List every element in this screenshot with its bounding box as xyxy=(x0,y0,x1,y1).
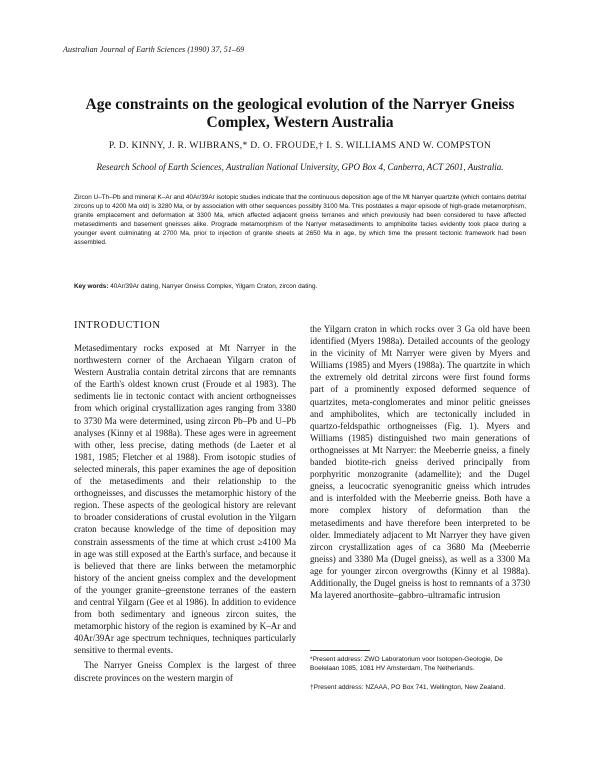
right-column xyxy=(310,323,530,641)
author-list: P. D. KINNY, J. R. WIJBRANS,* D. O. FROUDE,† I. S. WILLIAMS AND W. COMPSTON xyxy=(108,140,492,151)
keywords xyxy=(74,282,526,291)
abstract: Zircon U–Th–Pb and mineral K–Ar and 40Ar/39Ar isotopic studies indicate that the continuous deposition age of the Mt Narryer quartzite (which contains detrital zircons up to 4200 Ma old) is 3280 Ma, or by association with other sequences possibly 3100 Ma. This postdates a major episode of high-grade metamorphism, granite emplacement and deformation at 3300 Ma, which affected adjacent gneiss terranes and which previously had been considered to have affected metasediments and basement gneisses alike. Prograde metamorphism of the Narryer metasediments to amphibolite facies evidently took place during a younger event culminating at 2700 Ma, prior to injection of granite sheets at 2650 Ma in age, by which time the present tectonic framework had been assembled. xyxy=(74,194,526,246)
article-title-line-1: Age constraints on the geological evolution of the Narryer Gneiss xyxy=(85,96,515,113)
article-title-line-2: Complex, Western Australia xyxy=(206,114,394,131)
keywords-text: 40Ar/39Ar dating, Narryer Gneiss Complex, Yilgarn Craton, zircon dating. xyxy=(110,283,318,290)
intro-paragraph-2-continued: the Yilgarn craton in which rocks over 3 Ga old have been identified (Myers 1988a). Detailed accounts of the geology in the vicinity of Mt Narryer were given by Myers and Williams (1985) and Myers (1988a). The quartzite in which the extremely old detrital zircons were first found forms part of a prominently exposed deformed sequence of quartzites, meta-conglomerates and minor pelitic gneisses and amphibolites, which are tectonically included in quartzo-feldspathic orthogneisses (Fig. 1). Myers and Williams (1985) distinguished two main generations of orthogneisses at Mt Narryer: the Meeberrie gneiss, a finely banded biotite-rich gneiss derived principally from porphyritic monzogranite (adamellite); and the Dugel gneiss, a leucocratic syenogranitic gneiss which intrudes and is interfolded with the Meeberrie gneiss. Both have a more complex history of deformation than the metasediments and have therefore been interpreted to be older. Immediately adjacent to Mt Narryer they have given zircon crystallization ages of ca 3680 Ma (Meeberrie gneiss) and 3380 Ma (Dugel gneiss), as well as a 3300 Ma age for younger zircon overgrowths (Kinny et al 1988a). Additionally, the Dugel gneiss is host to remnants of a 3730 Ma layered anorthosite–gabbro–ultramafic intrusion xyxy=(310,324,530,601)
running-head: Australian Journal of Earth Sciences (1990) 37, 51–69 xyxy=(63,45,245,54)
footnote-2: †Present address: NZAAA, PO Box 741, Wellington, New Zealand. xyxy=(310,684,506,691)
intro-paragraph-2: The Narryer Gneiss Complex is the largest of three discrete provinces on the western margin of xyxy=(74,660,296,683)
keywords-label: Key words: xyxy=(74,283,109,290)
footnote-1: *Present address: ZWO Laboratorium voor Isotopen-Geologie, De Boelelaan 1085, 1081 HV Amsterdam, The Netherlands. xyxy=(310,656,503,672)
affiliation: Research School of Earth Sciences, Australian National University, GPO Box 4, Canberra, ACT 2601, Australia. xyxy=(96,162,504,172)
footnote-divider xyxy=(310,650,370,651)
section-heading: INTRODUCTION xyxy=(74,320,161,331)
intro-paragraph-1: Metasedimentary rocks exposed at Mt Narryer in the northwestern corner of the Archaean Yilgarn craton of Western Australia contain detrital zircons that are remnants of the Earth's oldest known crust (Froude et al 1983). The sediments lie in tectonic contact with ancient orthogneisses from which original crystallization ages ranging from 3380 to 3730 Ma were determined, using zircon Pb–Pb and U–Pb analyses (Kinny et al 1988a). These ages were in agreement with other, less precise, dating methods (de Laeter et al 1981, 1985; Fletcher et al 1988). From isotopic studies of selected minerals, this paper examines the age of deposition of the metasediments and their relationship to the orthogneisses, and discusses the metamorphic history of the region. These aspects of the geological history are relevant to broader considerations of crustal evolution in the Yilgarn craton because knowledge of the time of deposition may constrain assessments of the time at which crust ≥4100 Ma in age was still exposed at the Earth's surface, and because it is believed that there are links between the metamorphic history of the ancient gneiss complex and the development of the younger granite–greenstone terranes of the eastern and central Yilgarn (Gee et al 1986). In addition to evidence from both sedimentary and igneous zircon suites, the metamorphic history of the region is examined by K–Ar and 40Ar/39Ar age spectrum techniques, techniques particularly sensitive to thermal events. xyxy=(74,343,296,656)
article-title xyxy=(40,96,560,132)
left-column xyxy=(74,342,296,692)
